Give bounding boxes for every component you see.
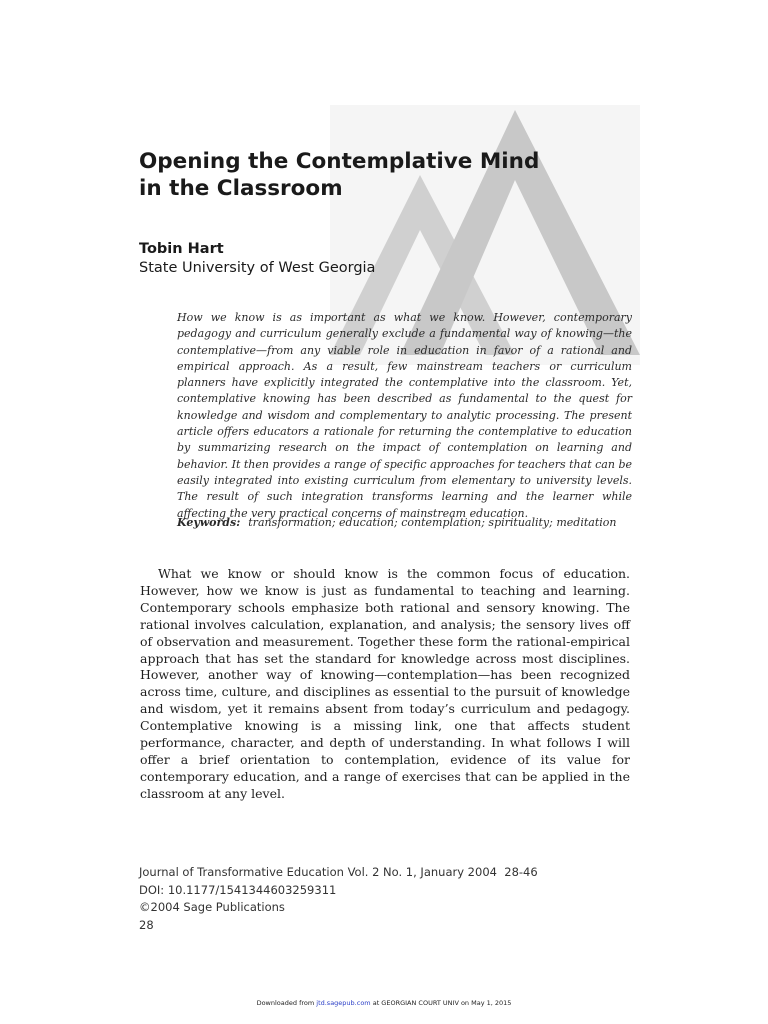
keywords-label: Keywords: [177, 516, 241, 529]
body-paragraph: What we know or should know is the common focus of education. However, how we know is just as fundamental to teaching and learning. Contemporary schools emphasize both rational and sensory knowing. The rational involves calculation, explanation, and analysis; the sensory lives off of observation and measurement. Together these form the rational-empirical approach that has set the standard for knowledge across most disciplines. However, another way of knowing—contemplation—has been recognized across time, culture, and disciplines as essential to the pursuit of knowledge and wisdom, yet it remains absent from today’s curriculum and pedagogy. Contemplative knowing is a missing link, one that affects student performance, character, and depth of understanding. In what follows I will offer a brief orientation to contemplation, evidence of its value for contemporary education, and a range of exercises that can be applied in the classroom at any level. [140, 566, 630, 801]
download-prefix: Downloaded from [256, 999, 317, 1007]
copyright: ©2004 Sage Publications [139, 900, 285, 914]
article-title-line-1: Opening the Contemplative Mind [139, 149, 540, 174]
article-title-line-2: in the Classroom [139, 176, 343, 201]
author-affiliation: State University of West Georgia [139, 260, 376, 276]
download-source-link[interactable]: jtd.sagepub.com [316, 999, 371, 1007]
abstract: How we know is as important as what we know. However, contemporary pedagogy and curriculum generally exclude a fundamental way of knowing—the contemplative—from any viable role in education in favor of a rational and empirical approach. As a result, few mainstream teachers or curriculum planners have explicitly integrated the contemplative into the classroom. Yet, contemplative knowing has been described as fundamental to the quest for knowledge and wisdom and complementary to analytic processing. The present article offers educators a rationale for returning the contemplative to education by summarizing research on the impact of contemplation on learning and behavior. It then provides a range of specific approaches for teachers that can be easily integrated into existing curriculum from elementary to university levels. The result of such integration transforms learning and the learner while affecting the very practical concerns of mainstream education. [177, 311, 632, 520]
author-name: Tobin Hart [139, 241, 224, 257]
download-suffix: at GEORGIAN COURT UNIV on May 1, 2015 [370, 999, 512, 1007]
publication-info [139, 864, 538, 934]
doi: DOI: 10.1177/1541344603259311 [139, 882, 337, 897]
keywords-list: transformation; education; contemplation; spirituality; meditation [248, 516, 617, 529]
page-number: 28 [139, 917, 154, 932]
article-title [139, 148, 639, 202]
keywords [177, 515, 632, 531]
journal-citation: Journal of Transformative Education Vol. 2 No. 1, January 2004 28-46 [139, 865, 538, 879]
download-notice [0, 999, 768, 1007]
